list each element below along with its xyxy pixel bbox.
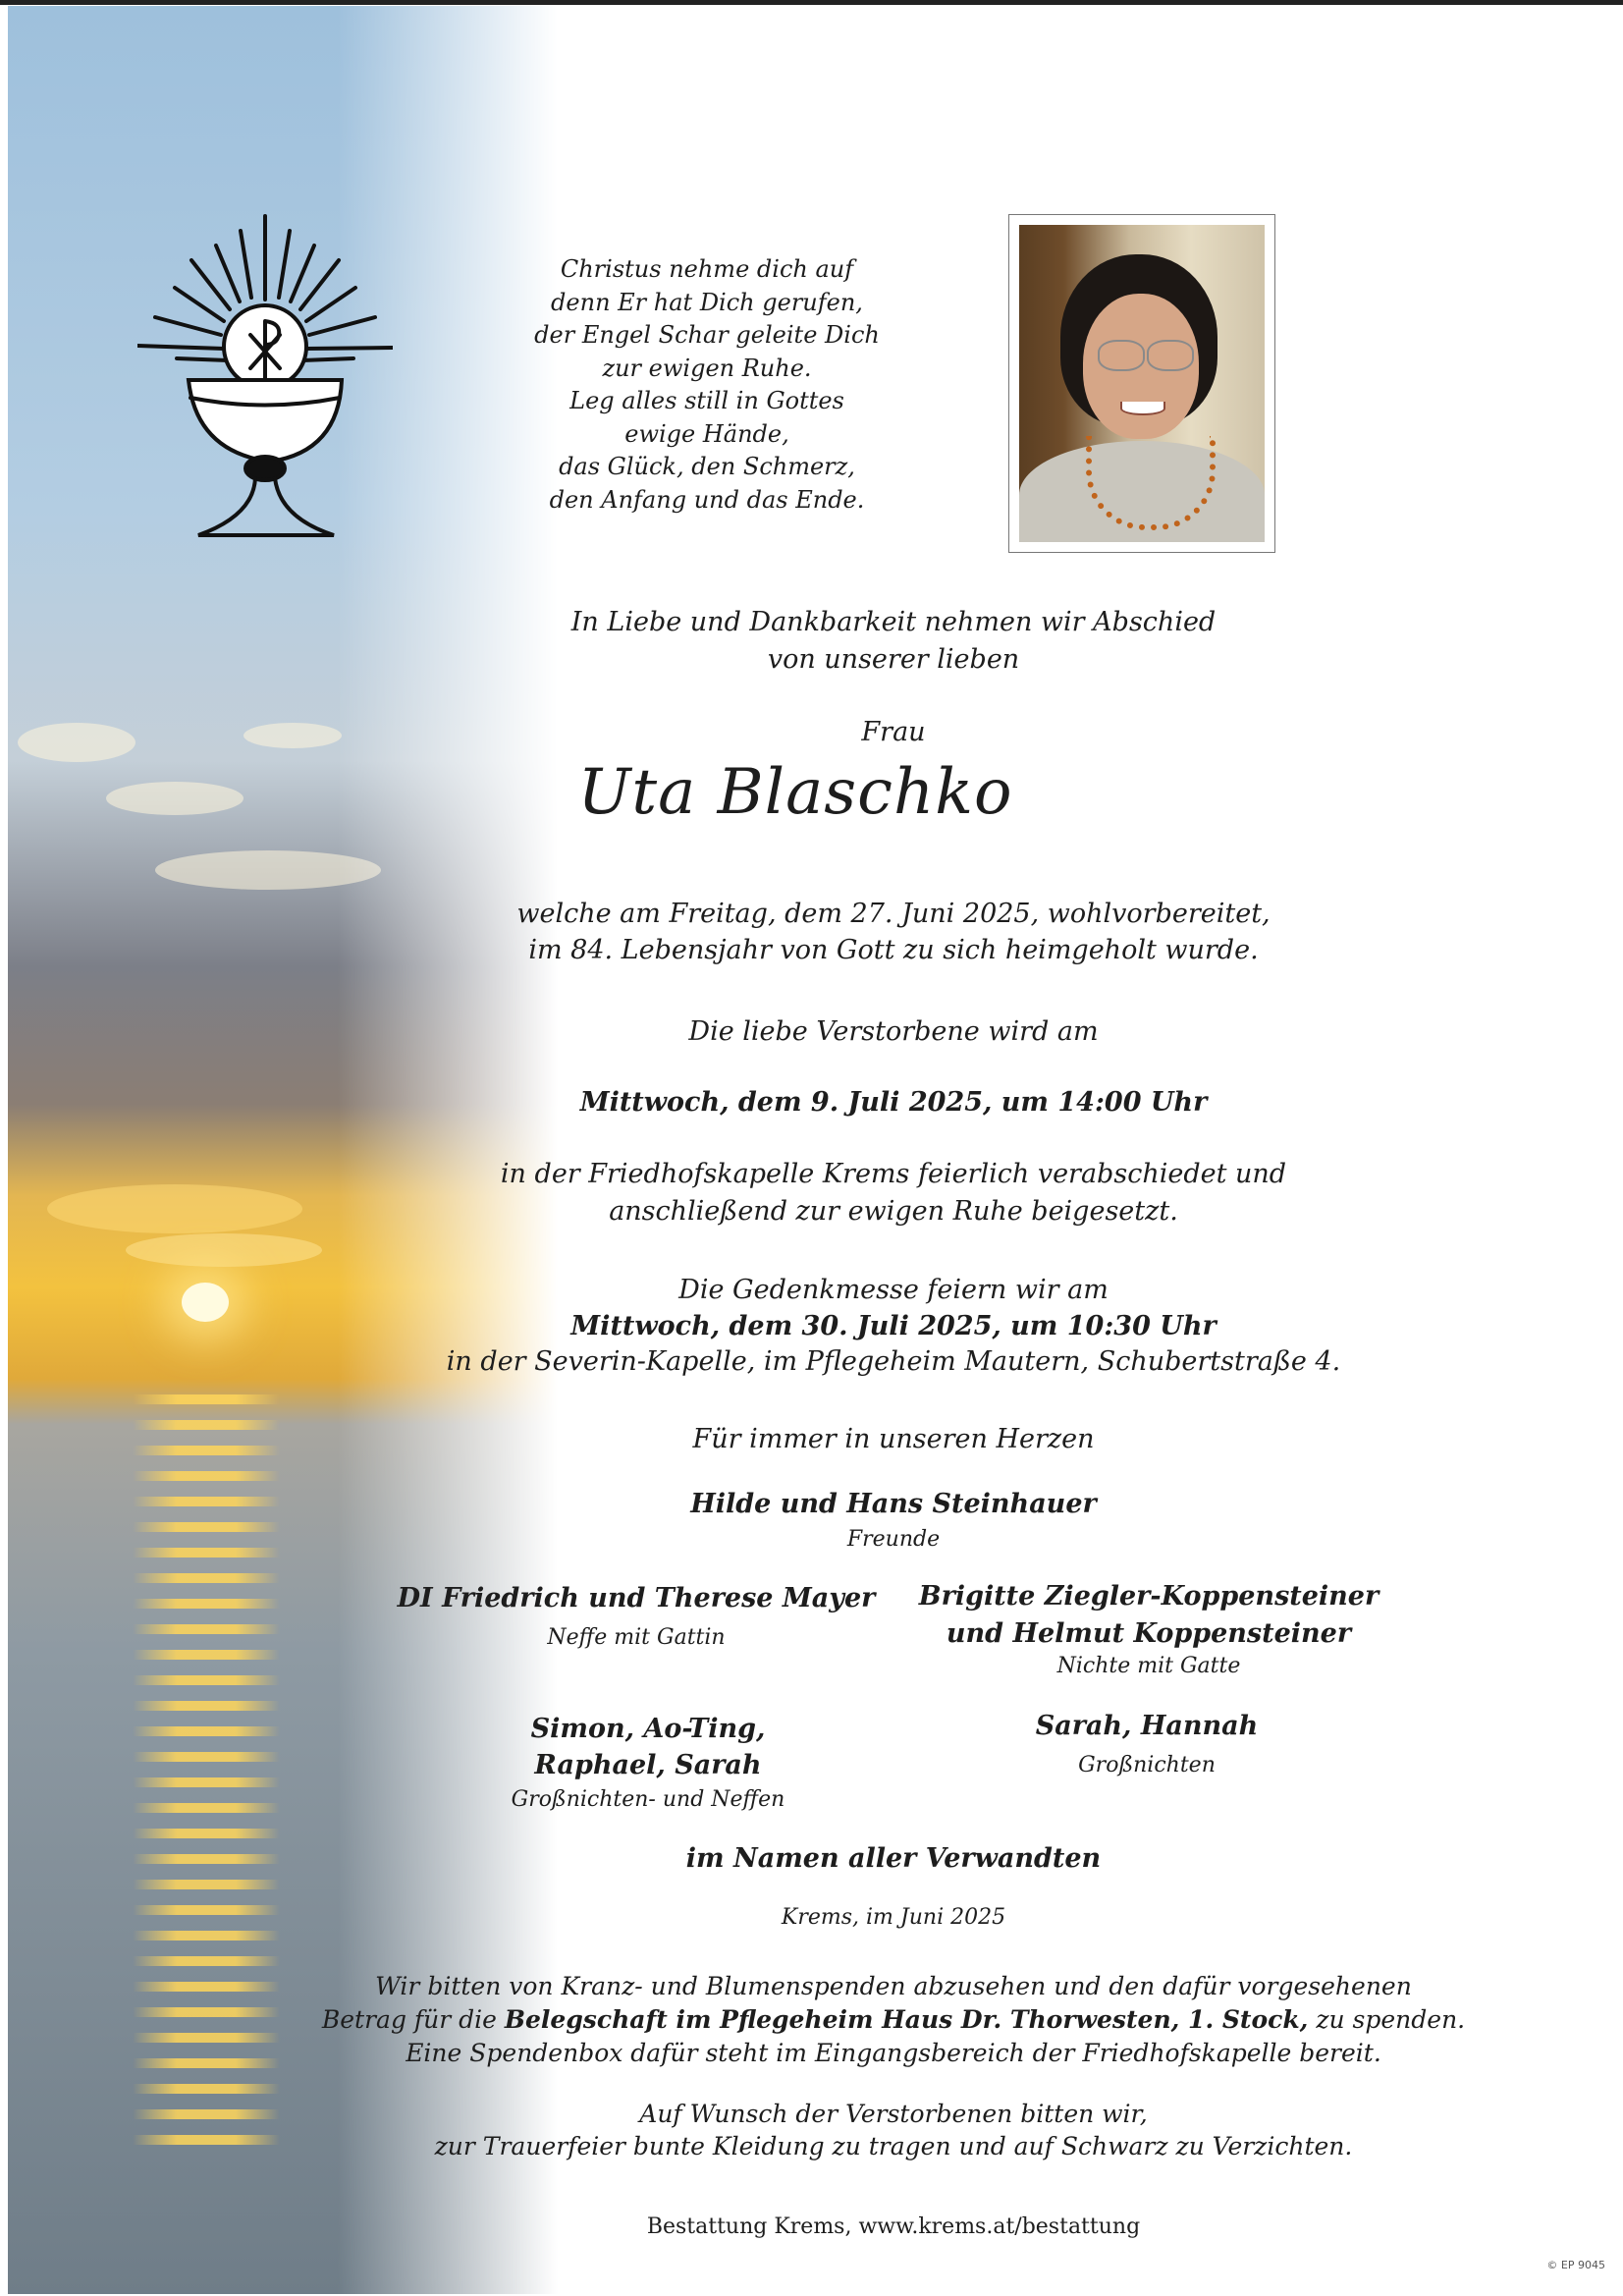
friends-names: Hilde und Hans Steinhauer xyxy=(690,1489,1097,1519)
prayer-verse xyxy=(511,253,903,517)
sun xyxy=(182,1283,229,1322)
donation-line-2-pre: Betrag für die xyxy=(321,2005,505,2034)
mourner-right-2-names: Sarah, Hannah xyxy=(1035,1711,1259,1741)
death-notice-line-2: im 84. Lebensjahr von Gott zu sich heimgeholt wurde. xyxy=(528,935,1259,965)
farewell-line-1: in der Friedhofskapelle Krems feierlich verabschiedet und xyxy=(500,1159,1287,1189)
mourner-right-1-names-line-1: Brigitte Ziegler-Koppensteiner xyxy=(918,1581,1380,1612)
wish-line-2: zur Trauerfeier bunte Kleidung zu tragen und auf Schwarz zu Verzichten. xyxy=(434,2132,1353,2160)
portrait-photo xyxy=(1019,225,1265,542)
chalice-icon xyxy=(137,211,393,550)
portrait-photo-frame xyxy=(1008,214,1275,553)
funeral-home-contact: Bestattung Krems, www.krems.at/bestattung xyxy=(646,2214,1141,2239)
farewell-line-2: anschließend zur ewigen Ruhe beigesetzt. xyxy=(609,1196,1178,1227)
friends-relation: Freunde xyxy=(846,1527,941,1552)
salutation: Frau xyxy=(861,717,926,747)
verse-line: Leg alles still in Gottes xyxy=(569,387,844,414)
verse-line: Christus nehme dich auf xyxy=(560,255,854,283)
mourner-left-2-names-line-2: Raphael, Sarah xyxy=(534,1750,762,1780)
death-notice-line-1: welche am Freitag, dem 27. Juni 2025, wohlvorbereitet, xyxy=(516,899,1271,929)
top-border-line xyxy=(0,0,1623,5)
mourner-left-2-names-line-1: Simon, Ao-Ting, xyxy=(530,1714,766,1744)
verse-line: zur ewigen Ruhe. xyxy=(602,354,812,382)
closing-all-relatives: im Namen aller Verwandten xyxy=(685,1843,1102,1874)
intro-line-2: von unserer lieben xyxy=(767,644,1020,675)
wish-line-1: Auf Wunsch der Verstorbenen bitten wir, xyxy=(639,2100,1148,2128)
verse-line: ewige Hände, xyxy=(624,419,789,448)
deceased-name: Uta Blaschko xyxy=(577,756,1013,829)
mourner-left-2-relation: Großnichten- und Neffen xyxy=(511,1787,785,1812)
mourner-right-1-names-line-2: und Helmut Koppensteiner xyxy=(946,1618,1352,1649)
sun-reflection xyxy=(133,1394,280,2160)
farewell-intro: Die liebe Verstorbene wird am xyxy=(688,1016,1099,1047)
place-and-date: Krems, im Juni 2025 xyxy=(781,1905,1006,1930)
mourner-left-1-relation: Neffe mit Gattin xyxy=(547,1625,726,1650)
intro-line-1: In Liebe und Dankbarkeit nehmen wir Abschied xyxy=(570,607,1217,637)
copyright-mark: © EP 9045 xyxy=(1546,2259,1605,2271)
verse-line: denn Er hat Dich gerufen, xyxy=(551,288,863,316)
donation-line-2-post: zu spenden. xyxy=(1308,2005,1466,2034)
memorial-mass-location: in der Severin-Kapelle, im Pflegeheim Mautern, Schubertstraße 4. xyxy=(446,1346,1341,1377)
mourner-right-1-relation: Nichte mit Gatte xyxy=(1056,1654,1241,1678)
mourner-left-1-names: DI Friedrich und Therese Mayer xyxy=(397,1583,876,1613)
donation-line-2 xyxy=(314,2005,1473,2034)
memorial-mass-intro: Die Gedenkmesse feiern wir am xyxy=(678,1275,1109,1305)
mourner-right-2-relation: Großnichten xyxy=(1078,1753,1216,1777)
memorial-mass-datetime: Mittwoch, dem 30. Juli 2025, um 10:30 Uhr xyxy=(570,1311,1217,1341)
farewell-datetime: Mittwoch, dem 9. Juli 2025, um 14:00 Uhr xyxy=(579,1087,1208,1118)
verse-line: der Engel Schar geleite Dich xyxy=(534,321,880,349)
donation-line-3: Eine Spendenbox dafür steht im Eingangsbereich der Friedhofskapelle bereit. xyxy=(406,2039,1381,2067)
donation-recipient: Belegschaft im Pflegeheim Haus Dr. Thorwesten, 1. Stock, xyxy=(504,2005,1309,2034)
donation-line-1: Wir bitten von Kranz- und Blumenspenden abzusehen und den dafür vorgesehenen xyxy=(375,1972,1412,2000)
verse-line: den Anfang und das Ende. xyxy=(549,485,865,514)
verse-line: das Glück, den Schmerz, xyxy=(559,453,855,480)
mourners-intro: Für immer in unseren Herzen xyxy=(692,1424,1095,1454)
